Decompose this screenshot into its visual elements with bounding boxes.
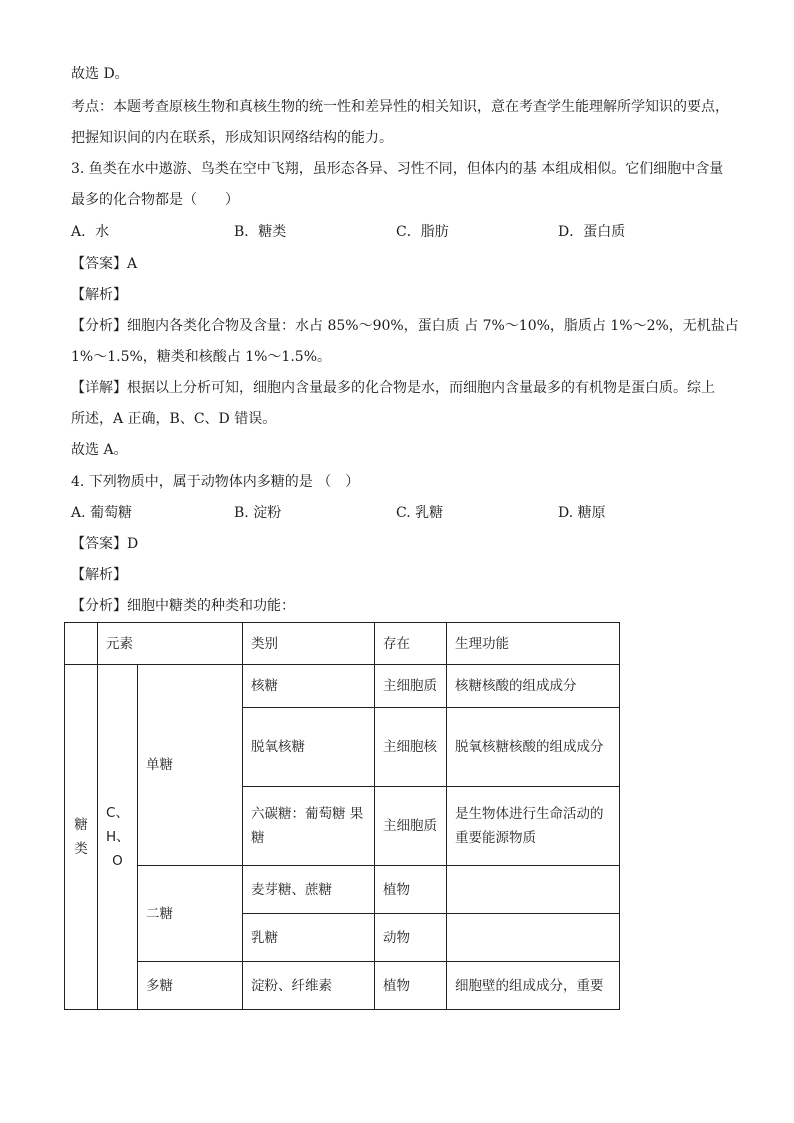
q3-option-c: C．脂肪 xyxy=(396,224,449,240)
q3-analysis-label xyxy=(71,285,731,305)
kind-cell: 核糖 xyxy=(243,665,375,708)
fenxi-label: 【分析】 xyxy=(71,598,127,614)
kind-cell: 六碳糖：葡萄糖 果糖 xyxy=(243,787,375,866)
exam-point-text: 考点：本题考查原核生物和真核生物的统一性和差异性的相关知识，意在考查学生能理解所学知识的要点， xyxy=(71,99,729,115)
header-exist: 存在 xyxy=(375,623,447,665)
q4-analysis-label xyxy=(71,565,731,585)
analysis-label: 【解析】 xyxy=(71,567,127,583)
exam-point-text-cont: 把握知识间的内在联系，形成知识网络结构的能力。 xyxy=(71,130,393,146)
xiangjie-label: 【详解】 xyxy=(71,380,127,396)
q4-fenxi-text: 细胞中糖类的种类和功能： xyxy=(127,598,295,614)
table-row xyxy=(65,866,620,914)
sugar-classification-table xyxy=(64,622,620,1010)
q3-xiangjie-cont: 所述，A 正确，B、C、D 错误。 xyxy=(71,411,277,427)
q3-fenxi-text: 细胞内各类化合物及含量：水占 85%～90%，蛋白质 占 7%～10%，脂质占 1%～2%，无机盐占 xyxy=(127,318,739,334)
q3-option-b: B．糖类 xyxy=(234,224,287,240)
q3-answer xyxy=(71,254,731,274)
function-cell: 核糖核酸的组成成分 xyxy=(447,665,620,708)
header-element: 元素 xyxy=(98,623,243,665)
exist-cell: 植物 xyxy=(375,962,447,1010)
table-row xyxy=(65,962,620,1010)
q3-xiangjie xyxy=(71,378,731,398)
question-4-stem: 4. 下列物质中，属于动物体内多糖的是 （ ） xyxy=(71,474,360,490)
q4-option-c: C. 乳糖 xyxy=(396,505,444,521)
exist-cell: 动物 xyxy=(375,914,447,962)
table-header-row xyxy=(65,623,620,665)
q3-conclusion: 故选 A。 xyxy=(71,442,128,458)
function-cell: 细胞壁的组成成分，重要 xyxy=(447,962,620,1010)
answer-label: 【答案】 xyxy=(71,256,127,272)
polysaccharide-label: 多糖 xyxy=(138,962,243,1010)
q3-option-a: A．水 xyxy=(71,224,110,240)
table-row xyxy=(65,665,620,708)
previous-answer-choice: 故选 D。 xyxy=(71,66,129,82)
function-cell: 脱氧核糖核酸的组成成分 xyxy=(447,708,620,787)
analysis-label: 【解析】 xyxy=(71,287,127,303)
sugar-group-label: 糖 类 xyxy=(65,665,98,1010)
q4-option-a: A. 葡萄糖 xyxy=(71,505,133,521)
element-cell: C、 H、 O xyxy=(98,665,138,1010)
q4-answer xyxy=(71,534,731,554)
kind-cell: 脱氧核糖 xyxy=(243,708,375,787)
fenxi-label: 【分析】 xyxy=(71,318,127,334)
question-3-stem-cont: 最多的化合物都是（ ） xyxy=(71,192,239,208)
q4-option-d: D. 糖原 xyxy=(558,505,606,521)
q3-xiangjie-text: 根据以上分析可知，细胞内含量最多的化合物是水，而细胞内含量最多的有机物是蛋白质。综上 xyxy=(127,380,715,396)
q3-option-d: D．蛋白质 xyxy=(558,224,626,240)
function-cell: 是生物体进行生命活动的重要能源物质 xyxy=(447,787,620,866)
disaccharide-label: 二糖 xyxy=(138,866,243,962)
q4-fenxi xyxy=(71,596,731,616)
q4-answer-value: D xyxy=(127,536,139,552)
header-function: 生理功能 xyxy=(447,623,620,665)
kind-cell: 麦芽糖、蔗糖 xyxy=(243,866,375,914)
q4-option-b: B. 淀粉 xyxy=(234,505,282,521)
q3-fenxi xyxy=(71,316,739,336)
header-blank-cell xyxy=(65,623,98,665)
monosaccharide-label: 单糖 xyxy=(138,665,243,866)
q3-answer-value: A xyxy=(127,256,138,272)
q3-fenxi-cont: 1%～1.5%，糖类和核酸占 1%～1.5%。 xyxy=(71,349,332,365)
exist-cell: 植物 xyxy=(375,866,447,914)
kind-cell: 淀粉、纤维素 xyxy=(243,962,375,1010)
exist-cell: 主细胞核 xyxy=(375,708,447,787)
question-3-stem: 3. 鱼类在水中遨游、鸟类在空中飞翔，虽形态各异、习性不同，但体内的基 本组成相似。它们细胞中含量 xyxy=(71,161,724,177)
exist-cell: 主细胞质 xyxy=(375,787,447,866)
answer-label: 【答案】 xyxy=(71,536,127,552)
function-cell xyxy=(447,914,620,962)
header-category: 类别 xyxy=(243,623,375,665)
kind-cell: 乳糖 xyxy=(243,914,375,962)
exist-cell: 主细胞质 xyxy=(375,665,447,708)
function-cell xyxy=(447,866,620,914)
